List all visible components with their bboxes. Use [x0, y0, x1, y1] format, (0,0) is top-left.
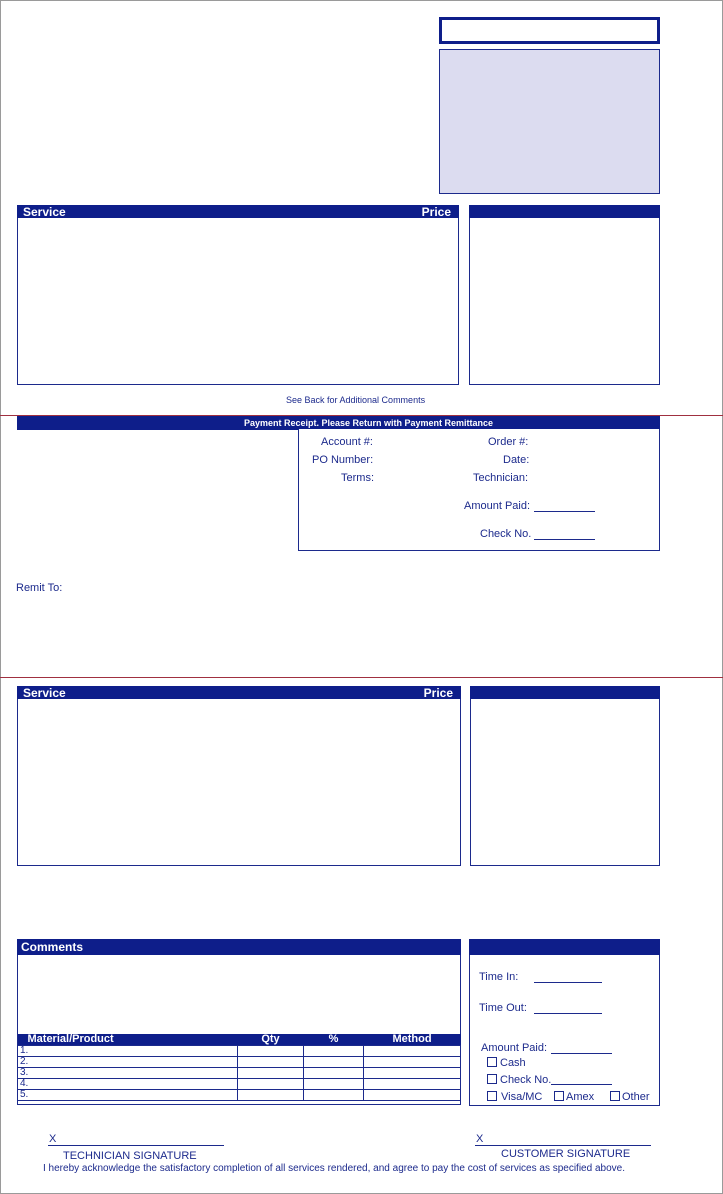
check-no-label: Check No. [500, 1074, 552, 1086]
receipt-amount-paid-label: Amount Paid: [464, 500, 531, 512]
receipt-header-bar [17, 416, 660, 430]
technician-x: X [49, 1133, 57, 1145]
technician-signature-line[interactable] [48, 1145, 224, 1146]
row-number: 2. [18, 1057, 238, 1068]
see-back-note: See Back for Additional Comments [286, 395, 426, 405]
amex-label: Amex [566, 1091, 595, 1103]
bottom-service-header-bar [17, 686, 461, 699]
row-number: 3. [18, 1068, 238, 1079]
receipt-check-no-label: Check No. [480, 528, 532, 540]
cash-label: Cash [500, 1057, 526, 1069]
receipt-amount-paid-line[interactable] [534, 511, 595, 512]
amount-paid-label: Amount Paid: [481, 1042, 548, 1054]
check-checkbox[interactable] [487, 1074, 497, 1084]
amex-checkbox[interactable] [554, 1091, 564, 1101]
other-checkbox[interactable] [610, 1091, 620, 1101]
top-service-box[interactable] [17, 205, 459, 385]
top-price-header: Price [421, 205, 451, 219]
receipt-header: Payment Receipt. Please Return with Payment Remittance [243, 418, 494, 428]
table-row[interactable] [18, 1057, 461, 1068]
row-number: 1. [18, 1046, 238, 1057]
top-service-header: Service [23, 205, 66, 219]
account-label: Account #: [321, 436, 373, 448]
top-side-header-bar [469, 205, 660, 218]
po-number-label: PO Number: [312, 454, 374, 466]
time-out-label: Time Out: [479, 1002, 527, 1014]
date-label: Date: [503, 454, 530, 466]
top-service-header-bar [17, 205, 459, 218]
table-row[interactable] [18, 1068, 461, 1079]
time-in-line[interactable] [534, 982, 602, 983]
perforation-line-2 [0, 677, 723, 678]
bottom-price-header: Price [423, 686, 453, 700]
comments-header-bar [17, 939, 461, 955]
cash-checkbox[interactable] [487, 1057, 497, 1067]
top-side-box[interactable] [469, 205, 660, 385]
bottom-side-box[interactable] [470, 686, 660, 866]
invoice-number-box[interactable] [439, 17, 660, 44]
address-shaded-box [439, 49, 660, 194]
table-row[interactable] [18, 1090, 461, 1101]
row-number: 5. [18, 1090, 238, 1101]
time-payment-header-bar [469, 939, 660, 955]
row-number: 4. [18, 1079, 238, 1090]
comments-header: Comments [21, 940, 84, 954]
table-row[interactable] [18, 1079, 461, 1090]
acknowledgement-text: I hereby acknowledge the satisfactory completion of all services rendered, and agree to pay the cost of services as specified above. [43, 1163, 625, 1174]
table-row[interactable] [18, 1046, 461, 1057]
check-no-line[interactable] [551, 1084, 612, 1085]
qty-header: Qty [238, 1034, 304, 1046]
technician-signature-label: TECHNICIAN SIGNATURE [63, 1150, 197, 1162]
material-header: Material/Product [18, 1034, 238, 1046]
receipt-check-no-line[interactable] [534, 539, 595, 540]
technician-label: Technician: [473, 472, 529, 484]
time-payment-box [469, 939, 660, 1106]
bottom-service-box[interactable] [17, 686, 461, 866]
customer-signature-line[interactable] [475, 1145, 651, 1146]
other-label: Other [622, 1091, 650, 1103]
bottom-service-header: Service [23, 686, 66, 700]
time-in-label: Time In: [479, 971, 519, 983]
bottom-side-header-bar [470, 686, 660, 699]
visa-label: Visa/MC [501, 1091, 543, 1103]
visa-checkbox[interactable] [487, 1091, 497, 1101]
terms-label: Terms: [341, 472, 374, 484]
customer-x: X [476, 1133, 484, 1145]
percent-header: % [304, 1034, 364, 1046]
order-label: Order #: [488, 436, 529, 448]
customer-signature-label: CUSTOMER SIGNATURE [501, 1148, 631, 1160]
materials-table [17, 1034, 461, 1101]
amount-paid-line[interactable] [551, 1053, 612, 1054]
materials-table-wrap [17, 1034, 461, 1101]
time-out-line[interactable] [534, 1013, 602, 1014]
remit-to-label: Remit To: [16, 582, 63, 594]
method-header: Method [364, 1034, 461, 1046]
